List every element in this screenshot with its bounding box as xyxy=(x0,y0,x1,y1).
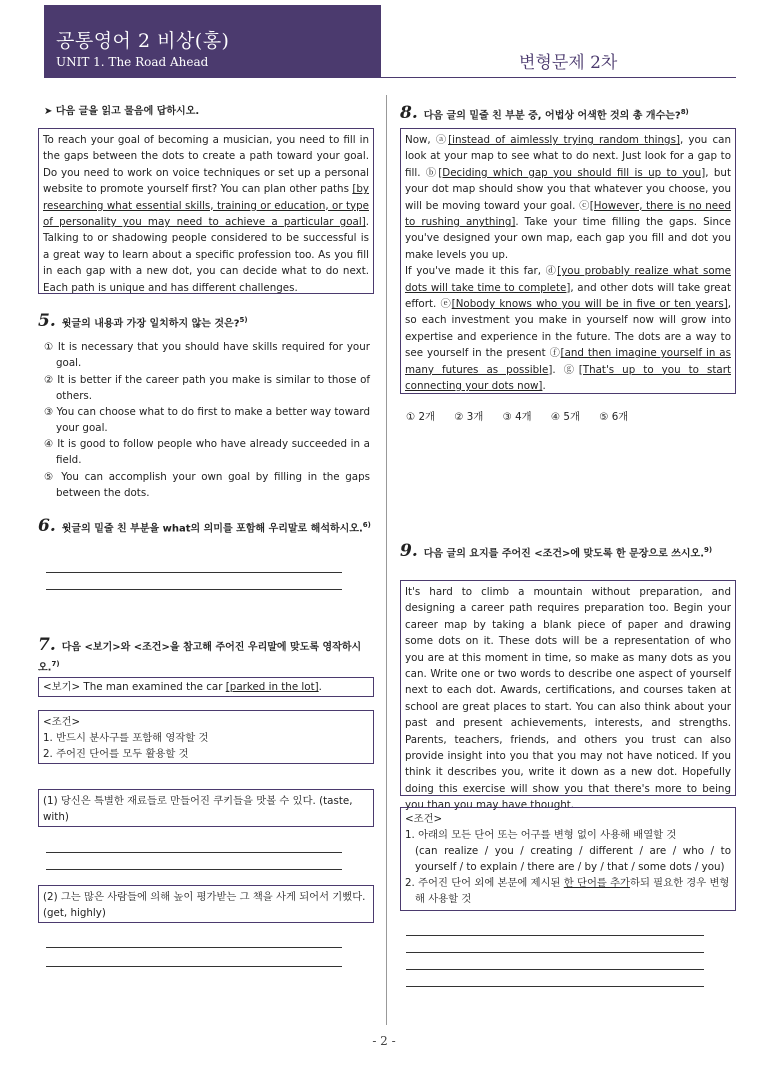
answer-line[interactable] xyxy=(406,935,704,936)
answer-line[interactable] xyxy=(46,852,342,853)
answer-line[interactable] xyxy=(46,947,342,948)
question-7 xyxy=(38,637,374,676)
question-number: 5. xyxy=(38,311,56,332)
underlined-phrase-d: [you probably realize what some dots will take time to complete] xyxy=(405,265,731,294)
option-2[interactable]: ② 3개 xyxy=(454,411,484,423)
option-4[interactable]: ④ It is good to follow people who have already succeeded in a field. xyxy=(44,438,370,467)
answer-line[interactable] xyxy=(46,869,342,870)
underlined-phrase-a: [instead of aimlessly trying random things] xyxy=(448,134,680,146)
option-4[interactable]: ④ 5개 xyxy=(550,411,580,423)
footnote-ref: 5) xyxy=(239,316,248,324)
condition-text: 2. 주어진 단어 외에 본문에 제시된 xyxy=(405,877,564,889)
conditions-box xyxy=(400,807,736,911)
condition-item: 1. 아래의 모든 단어 또는 어구를 변형 없이 사용해 배열할 것 xyxy=(405,829,677,841)
exam-title: 변형문제 2차 xyxy=(519,53,618,73)
footnote-ref: 8) xyxy=(680,108,689,116)
passage-text: . Take your time filling the gaps. Since you've designed your own map, each gap you fill and dot you make levels you up. xyxy=(405,216,731,261)
passage-text: , so each investment you make in yourself now will grow into expertise and experience in the future. The dots are a way to see yourself in the present ⓕ xyxy=(405,298,732,360)
question-9 xyxy=(400,542,736,562)
answer-line[interactable] xyxy=(46,572,342,573)
condition-item: 1. 반드시 분사구를 포함해 영작할 것 xyxy=(43,732,209,744)
underlined-phrase-b: [Deciding which gap you should fill is up to you] xyxy=(438,166,706,179)
answer-line[interactable] xyxy=(406,986,704,987)
answer-line[interactable] xyxy=(46,966,342,967)
question-text: 윗글의 내용과 가장 일치하지 않는 것은? xyxy=(61,318,240,330)
prompt-box-1: (1) 당신은 특별한 재료들로 만들어진 쿠키들을 맛볼 수 있다. (taste, with) xyxy=(38,789,374,827)
passage-box-1 xyxy=(38,128,374,294)
answer-line[interactable] xyxy=(406,969,704,970)
answer-line[interactable] xyxy=(46,589,342,590)
condition-item: 2. 주어진 단어를 모두 활용할 것 xyxy=(43,748,189,760)
passage-text: If you've made it this far, ⓓ xyxy=(405,265,558,278)
passage-box-3: It's hard to climb a mountain without preparation, and designing a career path requires preparation too. Begin your career map by taking a blank piece of paper and drawing some dots on it. These dots will be a representation of who you are at this moment in time, so make as many dots as you can. Write one or two words to describe one aspect of yourself next to each dot. Awards, certifications, and courses taken at school are great places to start. You can also think about your past and present achievements, interests, and strengths. Parents, teachers, friends, and others you trust can also provide insight into you that you may not have noticed. If you think it describes you, write it down as a new dot. Hopefully doing this exercise will show you that there's more to being you than you may have thought. xyxy=(400,580,736,796)
header-title: 공통영어 2 비상(홍) xyxy=(56,30,230,52)
option-1[interactable]: ① It is necessary that you should have skills required for your goal. xyxy=(44,341,370,370)
prompt-box-2: (2) 그는 많은 사람들에 의해 높이 평가받는 그 책을 사게 되어서 기뻤다. (get, highly) xyxy=(38,885,374,923)
header-divider xyxy=(44,77,736,78)
passage-text: Now, ⓐ xyxy=(405,134,449,146)
passage-box-2 xyxy=(400,128,736,394)
example-text: . xyxy=(318,681,322,693)
question-text: 다음 글의 요지를 주어진 <조건>에 맞도록 한 문장으로 쓰시오. xyxy=(423,548,704,560)
underlined-phrase-f: [and then imagine yourself in as many futures as possible] xyxy=(405,347,731,376)
passage-text: , you can look at your map to see what to do next. Just look for a gap to fill. ⓑ xyxy=(405,134,731,179)
question-8 xyxy=(400,104,736,124)
question-text: 다음 <보기>와 <조건>을 참고해 주어진 우리말에 맞도록 영작하시오. xyxy=(38,642,362,674)
underlined-phrase: [by researching what essential skills, training or education, or type of personality you may need to achieve a particular goal] xyxy=(43,183,369,229)
question-number: 8. xyxy=(400,103,418,124)
footnote-ref: 6) xyxy=(362,521,371,529)
conditions-title: <조건> xyxy=(405,813,443,825)
option-5[interactable]: ⑤ 6개 xyxy=(599,411,629,423)
conditions-box xyxy=(38,710,374,764)
passage-text: , and other dots will take great effort. ⓔ xyxy=(405,281,731,311)
footnote-ref: 9) xyxy=(704,546,713,554)
instruction: ➤ 다음 글을 읽고 물음에 답하시오. xyxy=(44,106,200,117)
underlined-phrase: [parked in the lot] xyxy=(225,681,319,693)
passage-text: . Talking to or shadowing people considered to be successful is a great way to learn about a specific profession too. As you fill in each gap with a new dot, you can decide what to do next. Each path is unique and has different challenges. xyxy=(43,216,369,294)
passage-text: . xyxy=(542,380,546,393)
answer-line[interactable] xyxy=(406,952,704,953)
question-number: 9. xyxy=(400,541,418,562)
column-divider xyxy=(386,95,387,1025)
conditions-title: <조건> xyxy=(43,716,81,728)
underlined-phrase-g: [That's up to you to start connecting your dots now] xyxy=(405,363,731,393)
example-box xyxy=(38,677,374,697)
page-number: - 2 - xyxy=(372,1034,396,1048)
condition-words: (can realize / you / creating / different / are / who / to yourself / to explain / there are / by / that / some dots / you) xyxy=(415,845,731,873)
option-2[interactable]: ② It is better if the career path you make is similar to those of others. xyxy=(44,374,370,403)
condition-text: 하되 필요한 경우 변형해 사용할 것 xyxy=(415,877,730,905)
passage-text: . ⓖ xyxy=(552,363,579,376)
example-text: <보기> The man examined the car xyxy=(43,681,226,693)
footnote-ref: 7) xyxy=(51,660,60,668)
question-text: 다음 글의 밑줄 친 부분 중, 어법상 어색한 것의 총 개수는? xyxy=(423,110,681,122)
option-1[interactable]: ① 2개 xyxy=(406,411,436,423)
answer-options xyxy=(406,408,644,423)
question-5 xyxy=(38,312,374,332)
question-number: 7. xyxy=(38,635,56,655)
question-number: 6. xyxy=(38,516,56,537)
underlined-phrase: 한 단어를 추가 xyxy=(563,877,631,889)
option-3[interactable]: ③ You can choose what to do first to make a better way toward your goal. xyxy=(44,406,371,435)
underlined-phrase-e: [Nobody knows who you will be in five or ten years] xyxy=(451,298,728,311)
condition-item xyxy=(405,875,731,907)
question-text: 윗글의 밑줄 친 부분을 what의 의미를 포함해 우리말로 해석하시오. xyxy=(61,523,363,535)
option-5[interactable]: ⑤ You can accomplish your own goal by filling in the gaps between the dots. xyxy=(44,471,370,500)
header-subtitle: UNIT 1. The Road Ahead xyxy=(56,55,209,69)
passage-text: To reach your goal of becoming a musician, you need to fill in the gaps between the dots to create a path toward your goal. Do you need to work on voice techniques or set up a personal website to promote yourself first? You can plan other paths xyxy=(43,134,369,196)
passage-text: , but your dot map should show you that whatever you choose, you will be moving toward your goal. ⓒ xyxy=(405,166,731,212)
underlined-phrase-c: [However, there is no need to rushing anything] xyxy=(405,199,731,229)
option-3[interactable]: ③ 4개 xyxy=(502,411,532,423)
question-6 xyxy=(38,517,374,537)
